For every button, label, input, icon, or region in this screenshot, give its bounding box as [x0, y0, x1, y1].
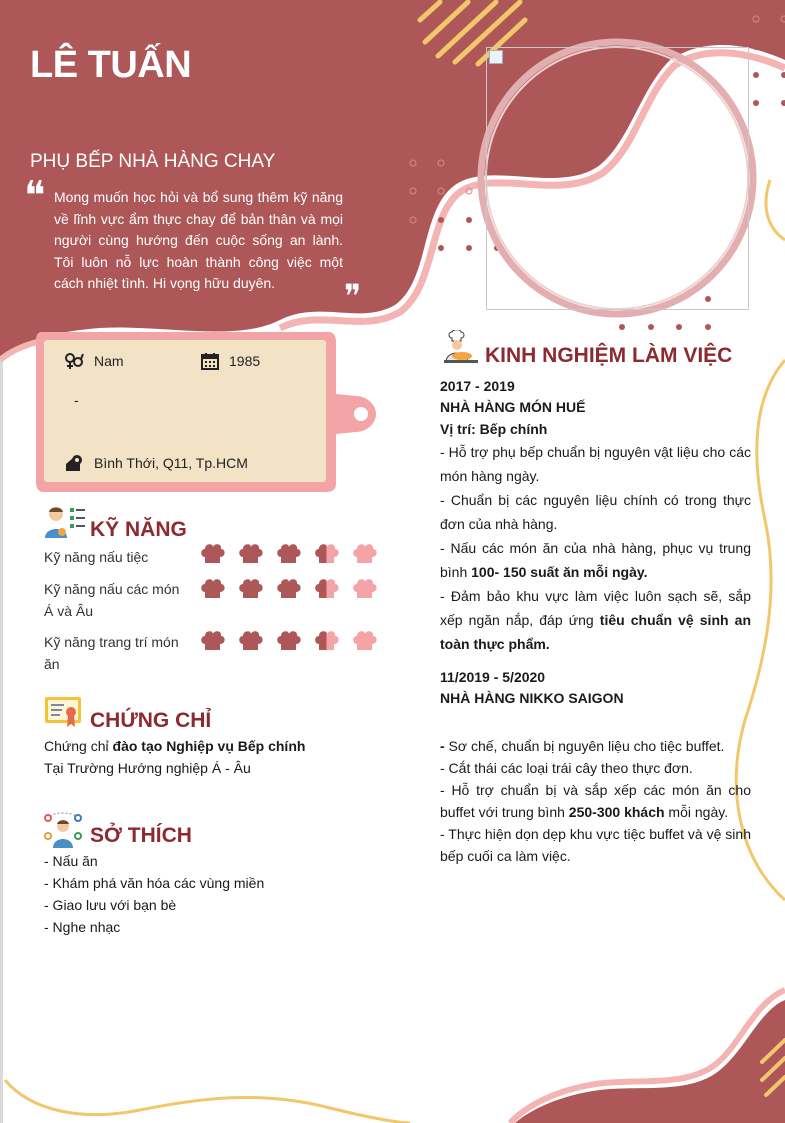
chef-hat-empty-icon [352, 578, 377, 600]
skill-label-3: Kỹ năng trang trí món ăn [44, 634, 179, 672]
gender-value: Nam [94, 353, 124, 369]
skill-label-2: Kỹ năng nấu các món Á và Âu [44, 581, 180, 619]
duty-highlight: 250-300 khách [568, 804, 665, 820]
job-duty [440, 779, 751, 823]
hobbies-title: SỞ THÍCH [90, 824, 192, 847]
chef-hat-icon [276, 630, 301, 652]
birth-row [201, 352, 260, 370]
hobby-item: - Nghe nhạc [44, 919, 121, 935]
phone-row [74, 392, 79, 408]
certificates-title: CHỨNG CHỈ [90, 709, 212, 732]
chef-hat-icon [200, 630, 225, 652]
hobby-icon [44, 812, 82, 848]
gender-icon [64, 352, 84, 370]
certificate-line-1 [44, 735, 305, 757]
job-title: PHỤ BẾP NHÀ HÀNG CHAY [30, 151, 276, 172]
chef-hat-icon [276, 543, 301, 565]
chef-hat-half-icon [314, 543, 339, 565]
address-value: Bình Thới, Q11, Tp.HCM [94, 455, 248, 471]
chef-icon [442, 330, 480, 364]
certificate-prefix: Chứng chỉ [44, 738, 113, 754]
job-position: Vị trí: Bếp chính [440, 421, 548, 437]
job-company: NHÀ HÀNG MÓN HUẾ [440, 399, 586, 415]
chef-hat-empty-icon [352, 630, 377, 652]
chef-hat-icon [200, 543, 225, 565]
skills-title: KỸ NĂNG [90, 518, 187, 541]
job-duty: - Cắt thái các loại trái cây theo thực đơn. [440, 760, 693, 776]
job-duty [440, 584, 751, 656]
job-duty: - Thực hiện dọn dẹp khu vực tiệc buffet và vệ sinh bếp cuối ca làm việc. [440, 826, 751, 864]
skill-label-1: Kỹ năng nấu tiệc [44, 549, 149, 565]
calendar-icon [201, 352, 219, 370]
job-company: NHÀ HÀNG NIKKO SAIGON [440, 690, 624, 706]
profile-photo [486, 47, 749, 310]
chef-hat-icon [238, 543, 263, 565]
job-1 [440, 376, 751, 656]
skill-rating-1 [200, 543, 377, 565]
duty-text: - Hỗ trợ chuẩn bị và sắp xếp các món ăn cho buffet với trung bình [440, 782, 751, 820]
certificate-name: đào tạo Nghiệp vụ Bếp chính [112, 738, 306, 754]
chef-hat-icon [238, 578, 263, 600]
location-icon [64, 454, 84, 472]
duty-highlight: 100- 150 suất ăn mỗi ngày. [471, 564, 648, 580]
job-duty: - Hỗ trợ phụ bếp chuẩn bị nguyên vật liệu cho các món hàng ngày. [440, 444, 751, 484]
career-objective: Mong muốn học hỏi và bổ sung thêm kỹ năng về lĩnh vực ẩm thực chay để bản thân và mọi người cùng hướng đến cuộc sống an lành. Tôi luôn nỗ lực hoàn thành công việc một cách nhiệt tình. Hi vọng hữu duyên. [54, 189, 343, 292]
skill-rating-2 [200, 578, 377, 600]
chef-hat-half-icon [314, 630, 339, 652]
hobby-item: - Nấu ăn [44, 853, 98, 869]
quote-open-icon: ❝ [24, 173, 46, 219]
duty-text: Sơ chế, chuẩn bị nguyên liệu cho tiệc buffet. [444, 738, 725, 754]
hobby-item: - Giao lưu với bạn bè [44, 897, 177, 913]
duty-text: - Đảm bảo khu vực làm việc luôn sạch sẽ, sắp xếp ngăn nắp, đáp ứng [440, 588, 751, 628]
experience-title: KINH NGHIỆM LÀM VIỆC [485, 344, 733, 367]
skills-icon [44, 504, 86, 538]
duty-text: mỗi ngày. [664, 804, 729, 820]
birth-year-value: 1985 [229, 353, 261, 369]
quote-close-icon: ❞ [344, 277, 362, 315]
skill-rating-3 [200, 630, 377, 652]
duty-text: - Nấu các món ăn của nhà hàng, phục vụ trung bình [440, 540, 751, 580]
candidate-name: LÊ TUẤN [30, 44, 192, 86]
duty-bullet: - [440, 738, 445, 754]
job-duty [440, 536, 751, 584]
phone-value: - [74, 392, 79, 408]
chef-hat-half-icon [314, 578, 339, 600]
job-2 [440, 667, 751, 867]
chef-hat-icon [200, 578, 225, 600]
job-period: 2017 - 2019 [440, 378, 515, 394]
chef-hat-icon [276, 578, 301, 600]
certificate-icon [44, 696, 82, 728]
hobby-item: - Khám phá văn hóa các vùng miền [44, 875, 265, 891]
broken-image-icon [489, 50, 503, 64]
certificate-line-2: Tại Trường Hướng nghiệp Á - Âu [44, 760, 251, 776]
address-row [64, 454, 248, 472]
job-duty [440, 735, 751, 757]
chef-hat-empty-icon [352, 543, 377, 565]
gender-row [64, 352, 124, 370]
job-period: 11/2019 - 5/2020 [440, 669, 546, 685]
job-duty: - Chuẩn bị các nguyên liệu chính có trong thực đơn của nhà hàng. [440, 492, 751, 532]
duty-highlight: tiêu chuẩn vệ sinh an toàn thực phẩm. [440, 612, 751, 652]
chef-hat-icon [238, 630, 263, 652]
